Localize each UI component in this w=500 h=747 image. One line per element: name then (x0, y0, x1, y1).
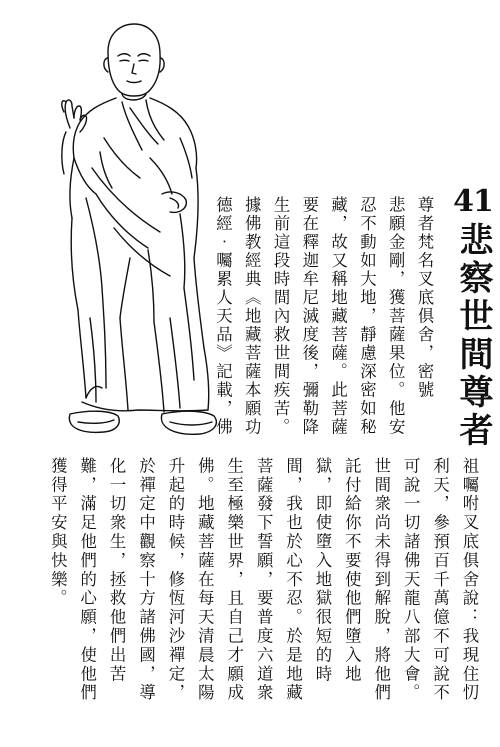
text-column: 藏，故又稱地藏菩薩。此菩薩 (328, 196, 348, 437)
text-column: 託付給你不要使他們墮入地 (342, 457, 362, 684)
text-column: 可說一切諸佛天龍八部大會。 (401, 457, 421, 703)
text-column: 據佛教經典《地藏菩薩本願功 (242, 196, 262, 437)
arhat-illustration (30, 18, 235, 458)
text-column: 化一切衆生，拯救他們出苦 (107, 457, 127, 684)
text-column: 生至極樂世界，且自己才願成 (224, 457, 244, 703)
entry-number: 41 (453, 184, 493, 219)
text-column: 生前這段時間內救世間疾苦。 (271, 196, 291, 437)
entry-title: 悲察世間尊者 (453, 222, 493, 450)
text-column: 世間衆尚未得到解脫，將他們 (371, 457, 391, 703)
text-column: 尊者梵名叉底俱舍，密號 (415, 196, 434, 400)
text-column: 獄，即使墮入地獄很短的時 (312, 457, 332, 684)
text-column: 升起的時候，修恆河沙禪定， (165, 457, 185, 703)
text-column: 悲願金剛，獲菩薩果位。他安 (386, 196, 406, 437)
text-column: 忍不動如大地，靜慮深密如秘 (357, 196, 377, 437)
text-column: 要在釋迦牟尼滅度後，彌勒降 (299, 196, 319, 437)
text-column: 間，我也於心不忍。於是地藏 (283, 457, 303, 703)
text-column: 於禪定中觀察十方諸佛國，導 (136, 457, 156, 703)
body-text-upper (208, 196, 438, 437)
text-column: 難，滿足他們的心願，使他們 (77, 457, 97, 703)
text-column: 獲得平安與快樂。 (48, 457, 68, 609)
text-column: 祖囑咐叉底俱舍說：我現住忉 (460, 457, 479, 703)
text-column: 利天，參預百千萬億不可說不 (430, 457, 450, 703)
text-column: 佛。地藏菩薩在每天清晨太陽 (195, 457, 215, 703)
text-column: 德經‧囑累人天品》記載，佛 (213, 196, 233, 437)
text-column: 菩薩發下誓願，要普度六道衆 (254, 457, 274, 703)
body-text-lower (43, 457, 484, 742)
